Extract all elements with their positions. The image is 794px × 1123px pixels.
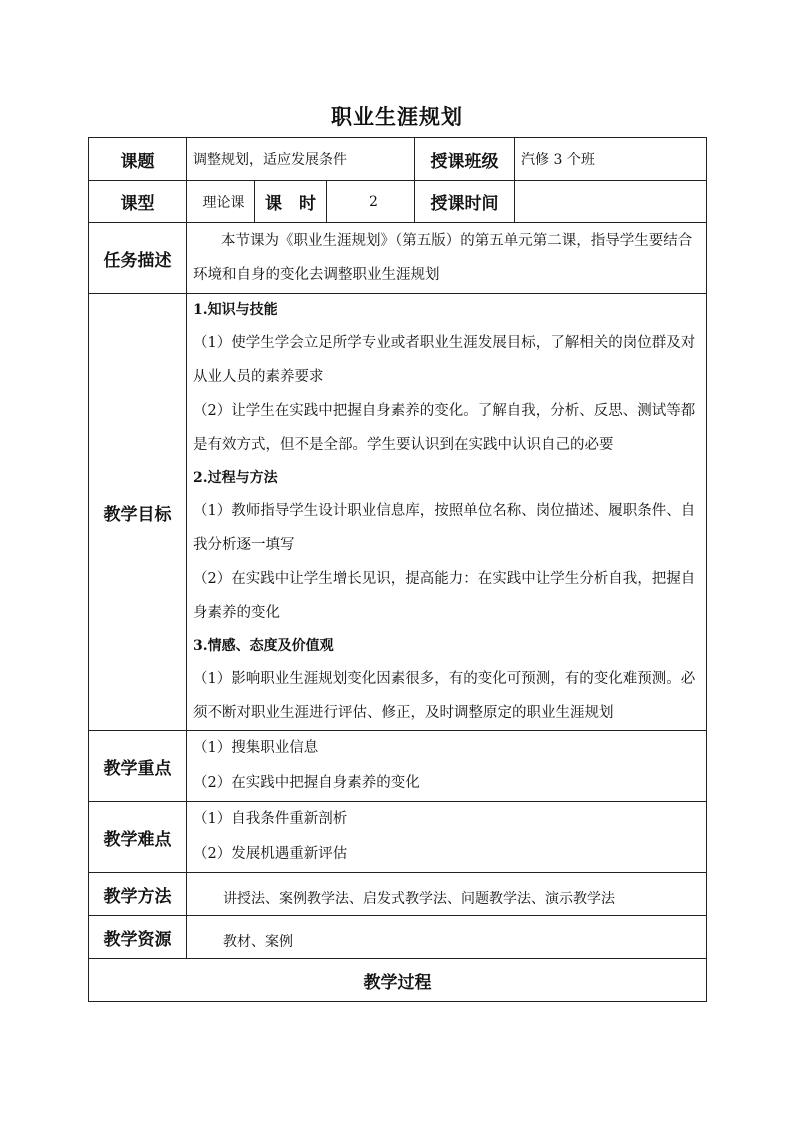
class-value: 汽修 3 个班 — [515, 138, 707, 181]
topic-value: 调整规划，适应发展条件 — [187, 138, 415, 181]
row-key-points — [89, 731, 707, 802]
resources-value: 教材、案例 — [187, 916, 707, 959]
time-value — [515, 181, 707, 223]
row-type — [89, 181, 707, 223]
goal-section-1-item-1: （1）使学生学会立足所学专业或者职业生涯发展目标，了解相关的岗位群及对从业人员的素养要求 — [193, 335, 696, 385]
goals-content — [187, 294, 707, 731]
row-difficulties — [89, 802, 707, 873]
type-label: 课型 — [89, 181, 187, 223]
goals-label: 教学目标 — [89, 294, 187, 731]
hours-value: 2 — [327, 181, 415, 223]
difficulty-item: （2）发展机遇重新评估 — [193, 846, 348, 862]
class-label: 授课班级 — [415, 138, 515, 181]
resources-label: 教学资源 — [89, 916, 187, 959]
goal-section-2-title: 2.过程与方法 — [193, 470, 278, 486]
difficulty-item: （1）自我条件重新剖析 — [193, 811, 348, 827]
row-task — [89, 223, 707, 294]
goal-section-1-item-2: （2）让学生在实践中把握自身素养的变化。了解自我，分析、反思、测试等都是有效方式，但不是全部。学生要认识到在实践中认识自己的必要 — [193, 403, 696, 453]
key-point-item: （2）在实践中把握自身素养的变化 — [193, 775, 420, 791]
goal-section-2-item-2: （2）在实践中让学生增长见识，提高能力：在实践中让学生分析自我，把握自身素养的变化 — [193, 571, 696, 621]
methods-value: 讲授法、案例教学法、启发式教学法、问题教学法、演示教学法 — [187, 873, 707, 916]
goal-section-2-item-1: （1）教师指导学生设计职业信息库，按照单位名称、岗位描述、履职条件、自我分析逐一填写 — [193, 503, 696, 553]
goal-section-3-title: 3.情感、态度及价值观 — [193, 638, 334, 654]
goal-section-1-title: 1.知识与技能 — [193, 302, 278, 318]
topic-label: 课题 — [89, 138, 187, 181]
lesson-plan-table — [88, 137, 707, 1002]
row-methods — [89, 873, 707, 916]
document-title: 职业生涯规划 — [331, 104, 463, 129]
hours-label: 课 时 — [255, 181, 327, 223]
process-heading: 教学过程 — [89, 959, 707, 1002]
row-goals — [89, 294, 707, 731]
goal-section-3-item-1: （1）影响职业生涯规划变化因素很多，有的变化可预测，有的变化难预测。必须不断对职业生涯进行评估、修正，及时调整原定的职业生涯规划 — [193, 671, 696, 721]
difficulties-label: 教学难点 — [89, 802, 187, 873]
type-value: 理论课 — [187, 181, 255, 223]
task-text: 本节课为《职业生涯规划》（第五版）的第五单元第二课，指导学生要结合环境和自身的变化去调整职业生涯规划 — [187, 223, 707, 294]
task-label: 任务描述 — [89, 223, 187, 294]
key-points-label: 教学重点 — [89, 731, 187, 802]
row-topic — [89, 138, 707, 181]
key-points-content — [187, 731, 707, 802]
difficulties-content — [187, 802, 707, 873]
row-resources — [89, 916, 707, 959]
row-process — [89, 959, 707, 1002]
methods-label: 教学方法 — [89, 873, 187, 916]
key-point-item: （1）搜集职业信息 — [193, 740, 319, 756]
time-label: 授课时间 — [415, 181, 515, 223]
